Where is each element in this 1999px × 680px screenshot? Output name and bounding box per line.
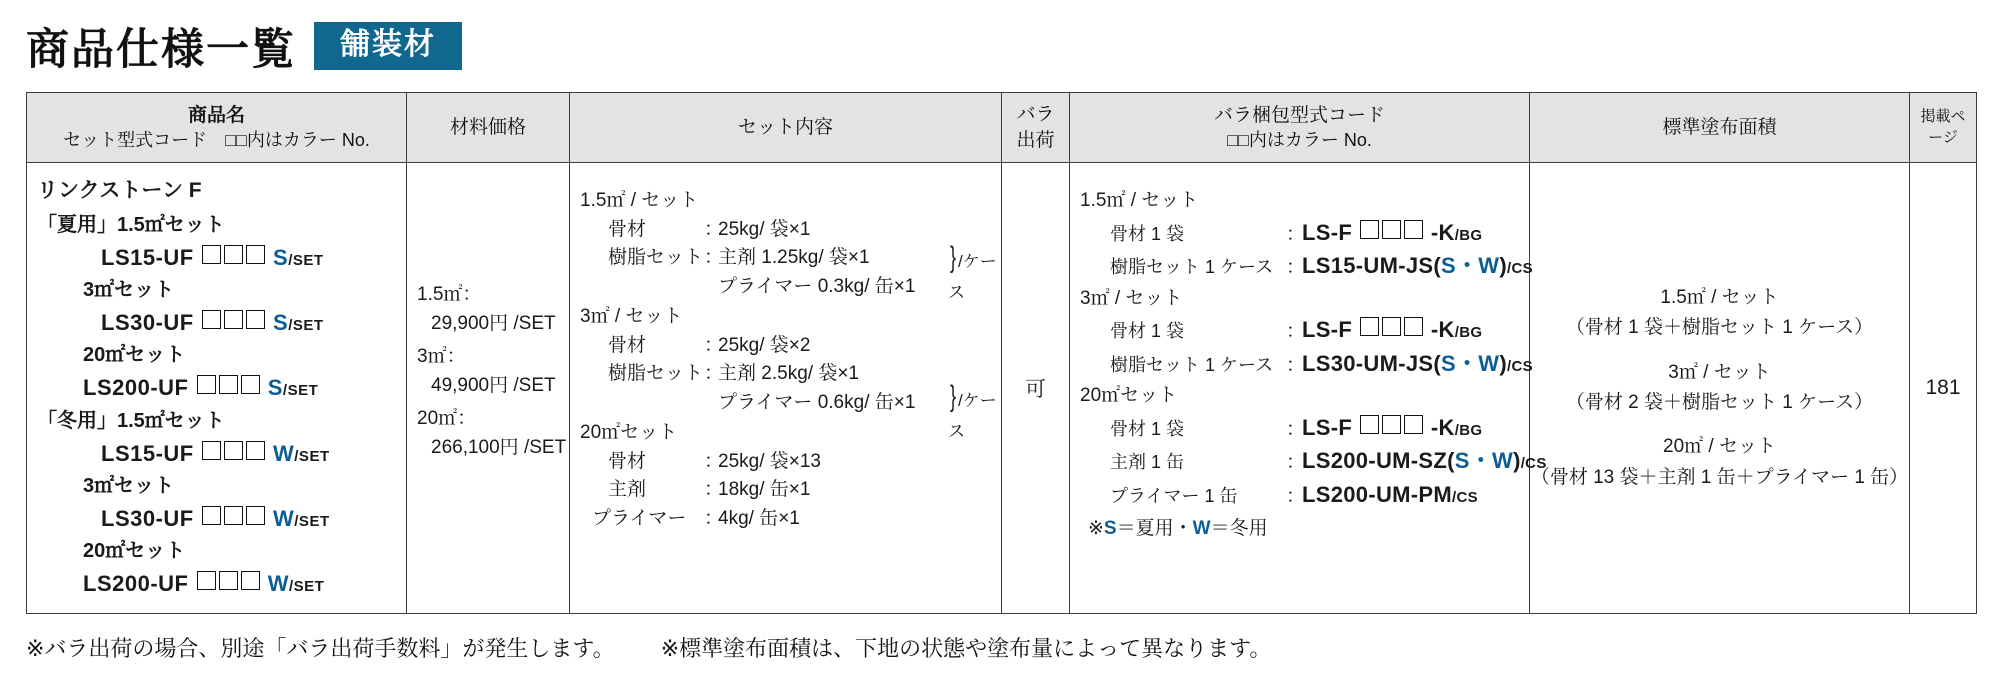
set-line-colon: ： (704, 507, 724, 529)
code-line-colon: ： (1286, 452, 1306, 474)
code-text: LS15-UF (101, 244, 194, 270)
code-line (1080, 478, 1519, 512)
cell-bara-shipping: 可 (1002, 163, 1070, 614)
brace-label-1: } /ケース (948, 241, 997, 303)
th-page: 掲載ページ (1910, 93, 1977, 163)
price-block-1_5 (417, 281, 559, 338)
sw-legend-suffix: ＝冬用 (1210, 518, 1268, 540)
table-header-row (27, 93, 1977, 163)
product-code-ls30-w (37, 502, 396, 535)
area-group (1530, 283, 1909, 344)
season-suffix: W (273, 440, 295, 466)
product-title: リンクストーン F (37, 179, 202, 203)
set-line-value: 25kg/ 袋×13 (718, 450, 821, 472)
area-detail: （骨材 1 袋＋樹脂セット 1 ケース） (1565, 317, 1874, 339)
code-tail-small: /CS (1506, 260, 1533, 278)
set-line-key: 骨材 (608, 450, 647, 472)
set-line-key: 骨材 (608, 218, 647, 240)
set-suffix: /SET (294, 447, 330, 465)
set-line-colon: ： (704, 450, 724, 472)
set-line-colon: ： (704, 479, 724, 501)
code-tail: -K (1430, 219, 1455, 245)
set-line-value: 25kg/ 袋×2 (718, 334, 811, 356)
code-line (1080, 444, 1547, 478)
color-box-icon (246, 441, 265, 460)
code-text: LS200-UM-PM (1302, 481, 1452, 507)
code-line-value (1302, 411, 1482, 444)
code-line-colon: ： (1286, 223, 1306, 245)
code-text: LS200-UF (83, 570, 189, 596)
code-line-colon: ： (1286, 418, 1306, 440)
set-suffix: /SET (289, 577, 325, 595)
area-title: 1.5㎡ / セット (1660, 286, 1779, 308)
th-bara-line1: バラ (1016, 104, 1055, 125)
code-line (1080, 313, 1519, 347)
season-suffix: S (273, 309, 289, 335)
th-bara-shipping (1002, 93, 1070, 163)
color-box-icon (202, 310, 221, 329)
area-detail: （骨材 2 袋＋樹脂セット 1 ケース） (1565, 392, 1874, 414)
code-line-key: 樹脂セット 1 ケース (1110, 354, 1274, 375)
color-box-icon (219, 571, 238, 590)
set-suffix: /SET (294, 512, 330, 530)
page-title: 商品仕様一覧 (26, 25, 296, 74)
brace-text: /ケース (948, 391, 997, 442)
set-line-key: 骨材 (608, 334, 647, 356)
product-code-ls15-w (37, 437, 396, 470)
code-line-value (1302, 478, 1478, 511)
color-box-icon (197, 375, 216, 394)
footnote-area: ※標準塗布面積は、下地の状態や塗布量によって異なります。 (660, 635, 1272, 661)
color-box-icon (197, 571, 216, 590)
code-line-key: 樹脂セット 1 ケース (1110, 257, 1274, 278)
area-detail: （骨材 13 袋＋主剤 1 缶＋プライマー 1 缶） (1530, 466, 1909, 488)
code-text: LS-F (1302, 219, 1353, 245)
cell-standard-area (1530, 163, 1910, 614)
season-suffix: S (267, 374, 283, 400)
set-line (580, 476, 991, 505)
code-line-key: 骨材 1 袋 (1110, 223, 1185, 244)
set-line-value: プライマー 0.3kg/ 缶×1 (718, 275, 916, 297)
area-group (1530, 358, 1909, 419)
code-tail: -K (1430, 317, 1455, 343)
area-title: 20㎡ / セット (1663, 436, 1776, 458)
set-suffix: /SET (282, 381, 319, 399)
set-line-value: 4kg/ 缶×1 (718, 507, 800, 529)
set-line-key: 樹脂セット (608, 247, 704, 269)
set-suffix: /SET (288, 251, 324, 269)
set-line-value: 主剤 2.5kg/ 袋×1 (718, 363, 859, 385)
price-value: 29,900円 /SET (431, 312, 556, 334)
th-bara-code (1070, 93, 1530, 163)
set-line-colon: ： (704, 247, 724, 269)
th-bara-code-sub: □□内はカラー No. (1227, 130, 1372, 151)
set-line (580, 448, 991, 477)
price-block-20 (417, 405, 567, 462)
cell-set-contents (570, 163, 1002, 614)
area-group (1530, 432, 1909, 493)
brace-label-2: } /ケース (948, 380, 997, 442)
code-tail: ) (1499, 350, 1507, 376)
set-line-key: 主剤 (608, 479, 647, 501)
product-code-ls30-s (37, 306, 396, 339)
color-box-icon (224, 310, 243, 329)
code-tail-small: /BG (1454, 421, 1483, 439)
footnote-bara: ※バラ出荷の場合、別途「バラ出荷手数料」が発生します。 (26, 635, 615, 661)
code-line-colon: ： (1286, 257, 1306, 279)
set-group-heading: 1.5㎡ / セット (580, 190, 699, 212)
code-line-value (1302, 249, 1533, 282)
th-set-contents: セット内容 (570, 93, 1002, 163)
code-line-value (1302, 444, 1547, 477)
price-label: 3㎡： (417, 346, 466, 368)
code-group-heading: 20㎡セット (1080, 385, 1178, 407)
th-product-name (27, 93, 407, 163)
code-line-value (1302, 313, 1482, 346)
set-line-colon: ： (704, 363, 724, 385)
color-box-icon (202, 245, 221, 264)
price-value: 266,100円 /SET (431, 436, 567, 458)
set-line-colon: ： (704, 334, 724, 356)
set-line (580, 360, 991, 389)
set-line-value: 18kg/ 缶×1 (718, 479, 811, 501)
footnotes (26, 632, 1973, 663)
code-tail: -K (1430, 414, 1455, 440)
code-line-value (1302, 347, 1533, 380)
set-group-heading: 3㎡ / セット (580, 306, 683, 328)
color-box-icon (246, 245, 265, 264)
code-line (1080, 411, 1519, 445)
color-box-icon (1360, 317, 1379, 336)
set-line (580, 389, 991, 418)
code-line-key: 骨材 1 袋 (1110, 321, 1185, 342)
code-group-heading: 1.5㎡ / セット (1080, 190, 1199, 212)
set-suffix: /SET (288, 316, 324, 334)
color-box-icon (202, 441, 221, 460)
code-sw: S・W (1441, 253, 1500, 279)
price-label: 20㎡： (417, 408, 477, 430)
price-label: 1.5㎡： (417, 284, 482, 306)
code-tail-small: /BG (1454, 226, 1483, 244)
sw-legend-mid: ＝夏用・ (1116, 518, 1193, 540)
product-sub-20m-w: 20㎡セット (83, 539, 186, 562)
code-line-key: 骨材 1 袋 (1110, 418, 1185, 439)
set-line-key: 樹脂セット (608, 363, 704, 385)
code-line (1080, 249, 1533, 283)
code-text: LS30-UF (101, 309, 194, 335)
sw-legend (1080, 515, 1519, 544)
color-box-icon (224, 245, 243, 264)
spec-table (26, 92, 1977, 614)
code-tail: ) (1513, 448, 1521, 474)
code-tail-small: /CS (1520, 455, 1547, 473)
cell-material-price (407, 163, 570, 614)
code-line-colon: ： (1286, 354, 1306, 376)
sw-legend-w: W (1192, 518, 1211, 540)
code-group-heading: 3㎡ / セット (1080, 287, 1183, 309)
season-suffix: S (273, 244, 289, 270)
code-text: LS30-UF (101, 505, 194, 531)
color-box-icon (202, 506, 221, 525)
set-line (580, 216, 991, 245)
code-line-colon: ： (1286, 485, 1306, 507)
th-standard-area: 標準塗布面積 (1530, 93, 1910, 163)
th-material-price: 材料価格 (407, 93, 570, 163)
code-line-value (1302, 216, 1482, 249)
price-block-3 (417, 343, 559, 400)
season-label-winter: 「冬用」1.5㎡セット (37, 409, 225, 432)
code-text: LS30-UM-JS( (1302, 350, 1441, 376)
set-line-key: プライマー (592, 507, 687, 529)
color-box-icon (1404, 415, 1423, 434)
code-text: LS200-UF (83, 374, 189, 400)
code-tail-small: /CS (1506, 357, 1533, 375)
code-tail: ) (1499, 253, 1507, 279)
code-text: LS15-UF (101, 440, 194, 466)
set-line-value: プライマー 0.6kg/ 缶×1 (718, 391, 916, 413)
season-label-summer: 「夏用」1.5㎡セット (37, 213, 225, 236)
price-value: 49,900円 /SET (431, 374, 556, 396)
page-header (26, 0, 1973, 78)
table-row (27, 163, 1977, 614)
product-sub-20m: 20㎡セット (83, 343, 186, 366)
code-sw: S・W (1441, 350, 1500, 376)
set-line-value: 25kg/ 袋×1 (718, 218, 811, 240)
code-text: LS-F (1302, 414, 1353, 440)
code-sw: S・W (1454, 448, 1514, 474)
color-box-icon (219, 375, 238, 394)
set-line-colon: ： (704, 218, 724, 240)
color-box-icon (1382, 317, 1401, 336)
set-line (580, 505, 991, 534)
th-product-name-sub: セット型式コード □□内はカラー No. (63, 130, 370, 151)
code-tail-small: /BG (1454, 324, 1483, 342)
code-text: LS-F (1302, 317, 1353, 343)
code-line-key: 主剤 1 缶 (1110, 452, 1185, 473)
product-code-ls200-w (37, 567, 396, 600)
color-box-icon (1382, 415, 1401, 434)
set-line (580, 273, 991, 302)
color-box-icon (1360, 415, 1379, 434)
th-bara-code-main: バラ梱包型式コード (1213, 104, 1385, 126)
code-tail-small: /CS (1452, 488, 1478, 506)
set-group-heading: 20㎡セット (580, 422, 678, 444)
season-suffix: W (273, 505, 295, 531)
season-suffix: W (267, 570, 289, 596)
brace-text: /ケース (948, 252, 997, 303)
color-box-icon (246, 310, 265, 329)
color-box-icon (1360, 220, 1379, 239)
th-product-name-main: 商品名 (187, 104, 245, 126)
set-line-value: 主剤 1.25kg/ 袋×1 (718, 247, 870, 269)
color-box-icon (1404, 317, 1423, 336)
product-sub-3m: 3㎡セット (83, 278, 175, 301)
product-sub-3m-w: 3㎡セット (83, 474, 175, 497)
code-line (1080, 347, 1533, 381)
sw-legend-s: S (1103, 518, 1117, 540)
code-line (1080, 216, 1519, 250)
category-badge: 舗装材 (314, 22, 462, 70)
color-box-icon (246, 506, 265, 525)
set-line (580, 244, 991, 273)
area-title: 3㎡ / セット (1668, 361, 1771, 383)
color-box-icon (224, 441, 243, 460)
cell-product-name (27, 163, 407, 614)
color-box-icon (241, 375, 260, 394)
color-box-icon (224, 506, 243, 525)
code-text: LS15-UM-JS( (1302, 253, 1441, 279)
sw-legend-prefix: ※ (1088, 518, 1104, 540)
color-box-icon (241, 571, 260, 590)
th-bara-line2: 出荷 (1016, 129, 1055, 151)
cell-page-number: 181 (1910, 163, 1977, 614)
code-line-colon: ： (1286, 321, 1306, 343)
color-box-icon (1382, 220, 1401, 239)
color-box-icon (1404, 220, 1423, 239)
product-code-ls15-s (37, 241, 396, 274)
set-line (580, 332, 991, 361)
code-text: LS200-UM-SZ( (1302, 448, 1455, 474)
cell-bara-code (1070, 163, 1547, 614)
product-code-ls200-s (37, 371, 396, 404)
code-line-key: プライマー 1 缶 (1110, 485, 1238, 506)
